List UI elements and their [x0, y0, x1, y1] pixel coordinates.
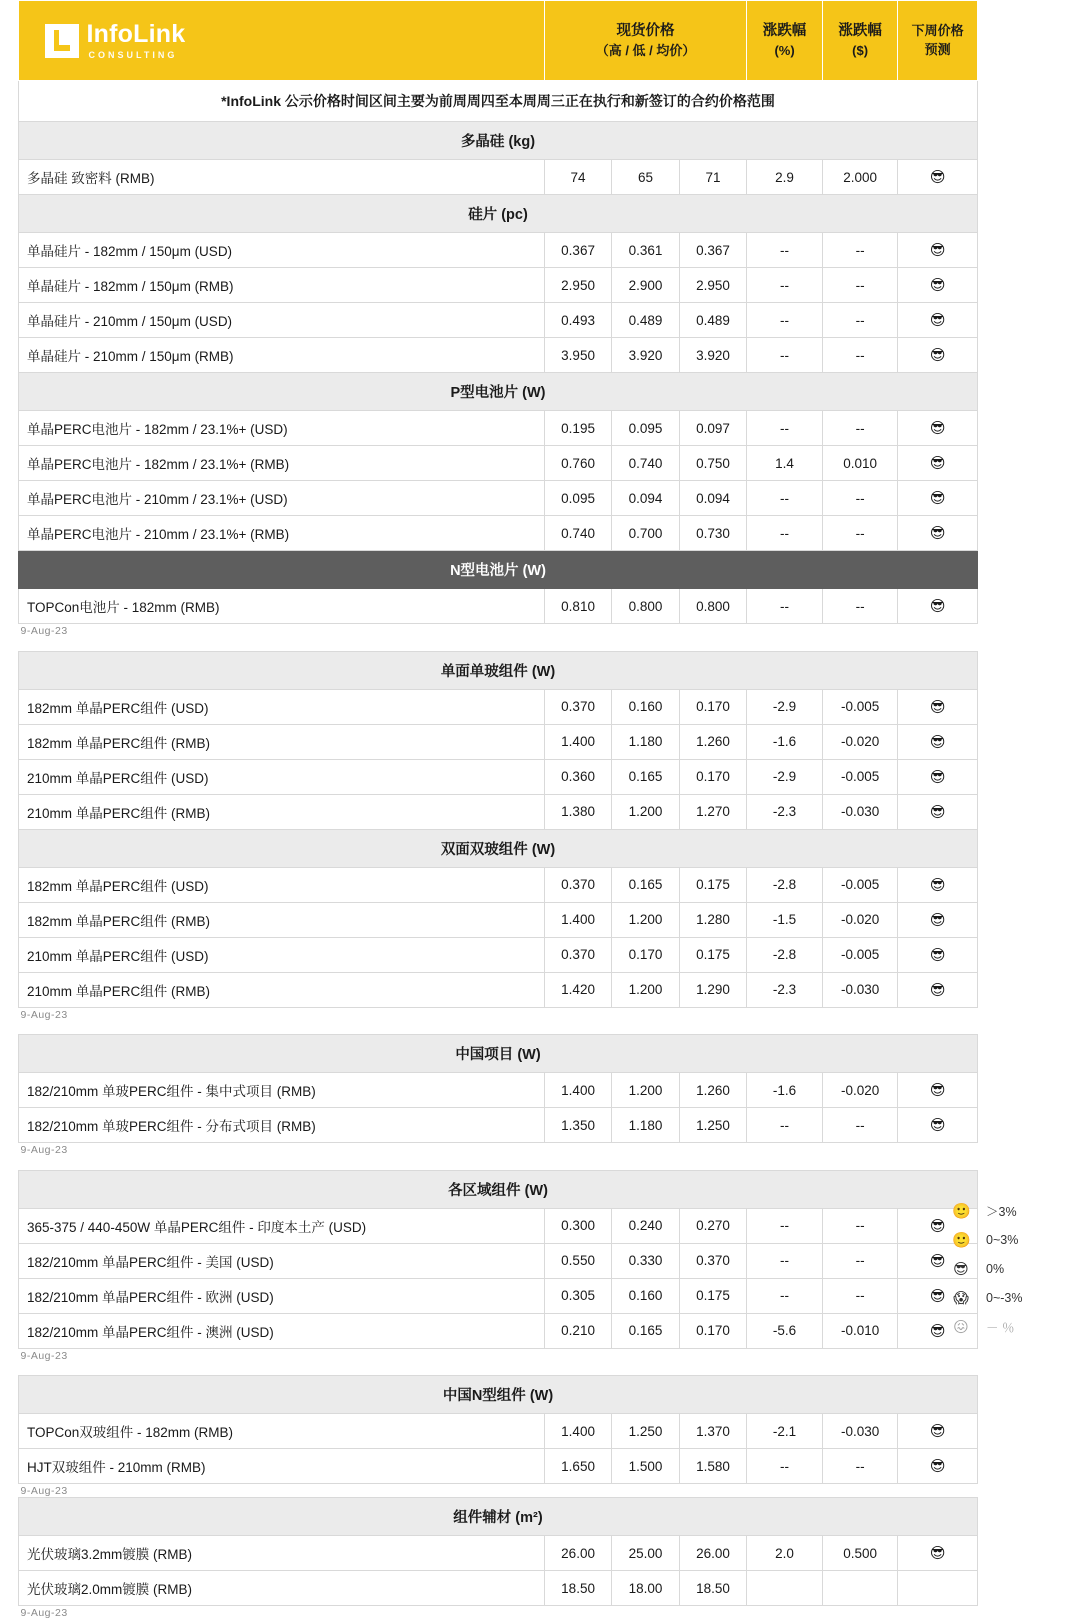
price-low: 1.200	[612, 972, 679, 1007]
change-usd: --	[822, 1243, 898, 1278]
change-usd: --	[822, 1449, 898, 1484]
row-label: 单晶PERC电池片 - 182mm / 23.1%+ (RMB)	[19, 446, 545, 481]
row-label: 182/210mm 单晶PERC组件 - 澳洲 (USD)	[19, 1313, 545, 1348]
price-avg: 2.950	[679, 268, 746, 303]
section-title: 中国N型组件 (W)	[19, 1376, 978, 1414]
disclaimer-text: *InfoLink 公示价格时间区间主要为前周周四至本周周三正在执行和新签订的合约价格范围	[19, 81, 978, 122]
price-high: 74	[544, 160, 611, 195]
price-low: 2.900	[612, 268, 679, 303]
table-row	[19, 446, 978, 481]
price-high: 1.380	[544, 794, 611, 829]
change-pct: 2.0	[747, 1536, 823, 1571]
price-low: 0.330	[612, 1243, 679, 1278]
change-usd: -0.030	[822, 972, 898, 1007]
price-high: 0.810	[544, 589, 611, 624]
change-pct: --	[747, 411, 823, 446]
price-low: 1.500	[612, 1449, 679, 1484]
price-avg: 0.800	[679, 589, 746, 624]
brand-name: InfoLink	[87, 22, 186, 47]
legend-label: － ％	[986, 1318, 1014, 1336]
price-high: 1.400	[544, 902, 611, 937]
price-avg: 1.290	[679, 972, 746, 1007]
table-row	[19, 516, 978, 551]
row-label: TOPCon电池片 - 182mm (RMB)	[19, 589, 545, 624]
price-avg: 0.170	[679, 1313, 746, 1348]
forecast-icon: 😎	[898, 1243, 978, 1278]
price-avg: 3.920	[679, 338, 746, 373]
change-usd: -0.005	[822, 937, 898, 972]
date-stamp-row	[19, 1606, 978, 1619]
date-stamp: 9-Aug-23	[19, 1606, 978, 1619]
table-row	[19, 589, 978, 624]
section-header-row	[19, 829, 978, 867]
date-stamp-row	[19, 1348, 978, 1362]
forecast-icon: 😎	[898, 1208, 978, 1243]
price-avg: 0.750	[679, 446, 746, 481]
section-title: N型电池片 (W)	[19, 551, 978, 589]
forecast-icon: 😎	[898, 1108, 978, 1143]
spacer-row	[19, 1362, 978, 1376]
row-label: 单晶硅片 - 210mm / 150μm (RMB)	[19, 338, 545, 373]
price-low: 0.165	[612, 1313, 679, 1348]
price-avg: 0.370	[679, 1243, 746, 1278]
change-pct: -1.5	[747, 902, 823, 937]
legend-face-icon: 😎	[952, 1260, 970, 1278]
change-usd: -0.005	[822, 867, 898, 902]
header-spot-price: 现货价格 （高 / 低 / 均价）	[544, 1, 746, 81]
price-avg: 26.00	[679, 1536, 746, 1571]
price-low: 1.200	[612, 1073, 679, 1108]
forecast-icon: 😎	[898, 516, 978, 551]
legend-face-icon: 😱	[952, 1289, 970, 1307]
table-row	[19, 303, 978, 338]
price-avg: 0.097	[679, 411, 746, 446]
table-row	[19, 724, 978, 759]
price-low: 1.180	[612, 1108, 679, 1143]
row-label: 182mm 单晶PERC组件 (RMB)	[19, 724, 545, 759]
row-label: 182/210mm 单玻PERC组件 - 集中式项目 (RMB)	[19, 1073, 545, 1108]
forecast-icon: 😎	[898, 759, 978, 794]
price-low: 0.160	[612, 689, 679, 724]
table-row	[19, 160, 978, 195]
section-title: 各区域组件 (W)	[19, 1170, 978, 1208]
price-high: 1.400	[544, 1414, 611, 1449]
change-pct: --	[747, 516, 823, 551]
date-stamp: 9-Aug-23	[19, 1143, 978, 1157]
price-high: 1.400	[544, 724, 611, 759]
forecast-icon: 😎	[898, 268, 978, 303]
price-avg: 0.170	[679, 689, 746, 724]
date-stamp: 9-Aug-23	[19, 624, 978, 638]
table-row	[19, 937, 978, 972]
section-header-row	[19, 551, 978, 589]
section-header-row	[19, 1170, 978, 1208]
forecast-icon: 😎	[898, 411, 978, 446]
price-high: 0.360	[544, 759, 611, 794]
forecast-icon: 😎	[898, 338, 978, 373]
brand-tagline: CONSULTING	[89, 51, 186, 60]
price-avg: 0.170	[679, 759, 746, 794]
forecast-icon: 😎	[898, 724, 978, 759]
change-pct	[747, 1571, 823, 1606]
row-label: 单晶硅片 - 182mm / 150μm (RMB)	[19, 268, 545, 303]
spacer-row	[19, 637, 978, 651]
legend-label: ＞3%	[986, 1202, 1017, 1220]
row-label: 182/210mm 单玻PERC组件 - 分布式项目 (RMB)	[19, 1108, 545, 1143]
table-row	[19, 233, 978, 268]
legend-item	[952, 1254, 1062, 1283]
table-row	[19, 1108, 978, 1143]
price-low: 1.200	[612, 794, 679, 829]
change-pct: -2.3	[747, 972, 823, 1007]
change-pct: --	[747, 268, 823, 303]
change-usd: -0.030	[822, 1414, 898, 1449]
price-high: 0.305	[544, 1278, 611, 1313]
price-high: 26.00	[544, 1536, 611, 1571]
price-high: 0.210	[544, 1313, 611, 1348]
change-usd: --	[822, 1278, 898, 1313]
legend-item	[952, 1196, 1062, 1225]
row-label: 多晶硅 致密料 (RMB)	[19, 160, 545, 195]
section-title: 双面双玻组件 (W)	[19, 829, 978, 867]
row-label: 210mm 单晶PERC组件 (RMB)	[19, 972, 545, 1007]
date-stamp: 9-Aug-23	[19, 1348, 978, 1362]
price-high: 1.650	[544, 1449, 611, 1484]
price-low: 0.240	[612, 1208, 679, 1243]
legend-label: 0%	[986, 1262, 1004, 1276]
change-pct: -2.8	[747, 937, 823, 972]
table-row	[19, 1243, 978, 1278]
change-pct: --	[747, 481, 823, 516]
change-usd: -0.010	[822, 1313, 898, 1348]
row-label: HJT双玻组件 - 210mm (RMB)	[19, 1449, 545, 1484]
spacer-row	[19, 1156, 978, 1170]
section-title: 中国项目 (W)	[19, 1035, 978, 1073]
table-row	[19, 867, 978, 902]
price-high: 3.950	[544, 338, 611, 373]
change-usd: --	[822, 589, 898, 624]
section-header-row	[19, 1376, 978, 1414]
forecast-icon: 😎	[898, 1278, 978, 1313]
price-avg: 0.489	[679, 303, 746, 338]
date-stamp: 9-Aug-23	[19, 1007, 978, 1021]
forecast-icon: 😎	[898, 303, 978, 338]
legend-label: 0~3%	[986, 1233, 1018, 1247]
price-avg: 0.270	[679, 1208, 746, 1243]
legend-item	[952, 1312, 1062, 1341]
row-label: TOPCon双玻组件 - 182mm (RMB)	[19, 1414, 545, 1449]
price-low: 0.740	[612, 446, 679, 481]
change-usd: --	[822, 411, 898, 446]
forecast-icon: 😎	[898, 937, 978, 972]
price-high: 0.740	[544, 516, 611, 551]
table-row	[19, 268, 978, 303]
row-label: 182mm 单晶PERC组件 (USD)	[19, 689, 545, 724]
legend-label: 0~-3%	[986, 1291, 1022, 1305]
table-row	[19, 972, 978, 1007]
change-pct: --	[747, 1449, 823, 1484]
brand-logo	[19, 1, 545, 81]
date-stamp-row	[19, 624, 978, 638]
table-row	[19, 794, 978, 829]
price-high: 18.50	[544, 1571, 611, 1606]
price-avg: 1.250	[679, 1108, 746, 1143]
price-avg: 1.280	[679, 902, 746, 937]
row-label: 单晶硅片 - 210mm / 150μm (USD)	[19, 303, 545, 338]
change-pct: --	[747, 233, 823, 268]
table-row	[19, 1449, 978, 1484]
change-pct: -2.8	[747, 867, 823, 902]
price-low: 0.165	[612, 867, 679, 902]
price-low: 0.165	[612, 759, 679, 794]
price-avg: 0.367	[679, 233, 746, 268]
change-pct: --	[747, 338, 823, 373]
price-high: 0.195	[544, 411, 611, 446]
header-change-usd: 涨跌幅 ($)	[822, 1, 898, 81]
change-pct: -2.3	[747, 794, 823, 829]
row-label: 单晶PERC电池片 - 182mm / 23.1%+ (USD)	[19, 411, 545, 446]
section-title: 单面单玻组件 (W)	[19, 651, 978, 689]
price-low: 1.180	[612, 724, 679, 759]
table-row	[19, 1313, 978, 1348]
table-row	[19, 902, 978, 937]
price-high: 1.400	[544, 1073, 611, 1108]
change-usd: 0.500	[822, 1536, 898, 1571]
change-usd: --	[822, 338, 898, 373]
legend-face-icon: 😖	[952, 1318, 970, 1336]
infolink-logo-icon	[45, 24, 79, 58]
price-low: 25.00	[612, 1536, 679, 1571]
forecast-icon: 😎	[898, 1073, 978, 1108]
table-row	[19, 481, 978, 516]
price-avg: 0.175	[679, 1278, 746, 1313]
row-label: 光伏玻璃3.2mm镀膜 (RMB)	[19, 1536, 545, 1571]
row-label: 单晶硅片 - 182mm / 150μm (USD)	[19, 233, 545, 268]
change-usd: 2.000	[822, 160, 898, 195]
forecast-icon: 😎	[898, 1536, 978, 1571]
price-high: 1.350	[544, 1108, 611, 1143]
change-usd: --	[822, 481, 898, 516]
price-avg: 0.730	[679, 516, 746, 551]
price-avg: 0.094	[679, 481, 746, 516]
change-pct: --	[747, 1208, 823, 1243]
price-high: 0.370	[544, 867, 611, 902]
change-pct: -1.6	[747, 724, 823, 759]
spacer-row	[19, 1021, 978, 1035]
price-avg: 1.370	[679, 1414, 746, 1449]
price-high: 0.493	[544, 303, 611, 338]
section-header-row	[19, 122, 978, 160]
price-low: 1.200	[612, 902, 679, 937]
change-usd: -0.005	[822, 689, 898, 724]
price-avg: 1.260	[679, 724, 746, 759]
table-row	[19, 1278, 978, 1313]
price-low: 3.920	[612, 338, 679, 373]
forecast-icon: 😎	[898, 902, 978, 937]
row-label: 210mm 单晶PERC组件 (RMB)	[19, 794, 545, 829]
change-pct: --	[747, 1243, 823, 1278]
change-usd: --	[822, 1108, 898, 1143]
table-row	[19, 1571, 978, 1606]
change-pct: 2.9	[747, 160, 823, 195]
row-label: 182/210mm 单晶PERC组件 - 美国 (USD)	[19, 1243, 545, 1278]
price-low: 18.00	[612, 1571, 679, 1606]
date-stamp-row	[19, 1007, 978, 1021]
change-usd: -0.020	[822, 1073, 898, 1108]
price-high: 0.550	[544, 1243, 611, 1278]
price-avg: 1.270	[679, 794, 746, 829]
section-title: 多晶硅 (kg)	[19, 122, 978, 160]
price-high: 0.370	[544, 937, 611, 972]
forecast-icon: 😎	[898, 160, 978, 195]
table-row	[19, 1208, 978, 1243]
row-label: 210mm 单晶PERC组件 (USD)	[19, 937, 545, 972]
forecast-icon: 😎	[898, 1449, 978, 1484]
change-pct: --	[747, 303, 823, 338]
legend-face-icon: 🙂	[952, 1202, 970, 1220]
row-label: 182mm 单晶PERC组件 (USD)	[19, 867, 545, 902]
forecast-icon: 😎	[898, 1313, 978, 1348]
change-pct: --	[747, 589, 823, 624]
table-row	[19, 1073, 978, 1108]
header-change-pct: 涨跌幅 (%)	[747, 1, 823, 81]
row-label: 210mm 单晶PERC组件 (USD)	[19, 759, 545, 794]
change-usd: --	[822, 233, 898, 268]
price-high: 2.950	[544, 268, 611, 303]
section-title: P型电池片 (W)	[19, 373, 978, 411]
forecast-legend	[952, 1196, 1062, 1341]
table-row	[19, 759, 978, 794]
section-header-row	[19, 651, 978, 689]
section-header-row	[19, 1035, 978, 1073]
change-pct: --	[747, 1108, 823, 1143]
row-label: 单晶PERC电池片 - 210mm / 23.1%+ (USD)	[19, 481, 545, 516]
section-header-row	[19, 1498, 978, 1536]
forecast-icon: 😎	[898, 446, 978, 481]
price-low: 0.489	[612, 303, 679, 338]
change-pct: 1.4	[747, 446, 823, 481]
forecast-icon	[898, 1571, 978, 1606]
price-avg: 1.260	[679, 1073, 746, 1108]
forecast-icon: 😎	[898, 589, 978, 624]
table-row	[19, 1536, 978, 1571]
forecast-icon: 😎	[898, 867, 978, 902]
price-table	[18, 0, 978, 1619]
price-high: 0.300	[544, 1208, 611, 1243]
change-usd: -0.030	[822, 794, 898, 829]
forecast-icon: 😎	[898, 689, 978, 724]
price-avg: 0.175	[679, 937, 746, 972]
price-low: 0.800	[612, 589, 679, 624]
price-low: 0.170	[612, 937, 679, 972]
price-high: 0.367	[544, 233, 611, 268]
forecast-icon: 😎	[898, 794, 978, 829]
change-pct: -2.1	[747, 1414, 823, 1449]
section-title: 硅片 (pc)	[19, 195, 978, 233]
row-label: 182/210mm 单晶PERC组件 - 欧洲 (USD)	[19, 1278, 545, 1313]
date-stamp-row	[19, 1484, 978, 1498]
row-label: 365-375 / 440-450W 单晶PERC组件 - 印度本土产 (USD)	[19, 1208, 545, 1243]
row-label: 光伏玻璃2.0mm镀膜 (RMB)	[19, 1571, 545, 1606]
date-stamp-row	[19, 1143, 978, 1157]
change-pct: -2.9	[747, 759, 823, 794]
legend-face-icon: 🙂	[952, 1231, 970, 1249]
price-low: 1.250	[612, 1414, 679, 1449]
forecast-icon: 😎	[898, 972, 978, 1007]
price-low: 0.094	[612, 481, 679, 516]
price-avg: 18.50	[679, 1571, 746, 1606]
price-low: 0.361	[612, 233, 679, 268]
forecast-icon: 😎	[898, 1414, 978, 1449]
table-row	[19, 411, 978, 446]
price-high: 0.095	[544, 481, 611, 516]
price-avg: 1.580	[679, 1449, 746, 1484]
date-stamp: 9-Aug-23	[19, 1484, 978, 1498]
change-pct: -5.6	[747, 1313, 823, 1348]
change-usd: --	[822, 516, 898, 551]
forecast-icon: 😎	[898, 233, 978, 268]
price-low: 0.160	[612, 1278, 679, 1313]
change-usd: --	[822, 303, 898, 338]
price-avg: 71	[679, 160, 746, 195]
change-usd: -0.020	[822, 902, 898, 937]
legend-item	[952, 1225, 1062, 1254]
change-usd: --	[822, 1208, 898, 1243]
price-low: 0.700	[612, 516, 679, 551]
table-header-row	[19, 1, 978, 81]
price-low: 0.095	[612, 411, 679, 446]
row-label: 单晶PERC电池片 - 210mm / 23.1%+ (RMB)	[19, 516, 545, 551]
section-title: 组件辅材 (m²)	[19, 1498, 978, 1536]
table-row	[19, 338, 978, 373]
table-row	[19, 689, 978, 724]
price-low: 65	[612, 160, 679, 195]
change-usd: --	[822, 268, 898, 303]
change-pct: --	[747, 1278, 823, 1313]
price-high: 1.420	[544, 972, 611, 1007]
section-header-row	[19, 373, 978, 411]
section-header-row	[19, 195, 978, 233]
change-pct: -2.9	[747, 689, 823, 724]
header-forecast: 下周价格 预测	[898, 1, 978, 81]
forecast-icon: 😎	[898, 481, 978, 516]
change-usd: -0.005	[822, 759, 898, 794]
table-row	[19, 1414, 978, 1449]
disclaimer-row	[19, 81, 978, 122]
price-high: 0.760	[544, 446, 611, 481]
price-high: 0.370	[544, 689, 611, 724]
change-usd: -0.020	[822, 724, 898, 759]
price-avg: 0.175	[679, 867, 746, 902]
change-usd: 0.010	[822, 446, 898, 481]
row-label: 182mm 单晶PERC组件 (RMB)	[19, 902, 545, 937]
change-pct: -1.6	[747, 1073, 823, 1108]
legend-item	[952, 1283, 1062, 1312]
change-usd	[822, 1571, 898, 1606]
